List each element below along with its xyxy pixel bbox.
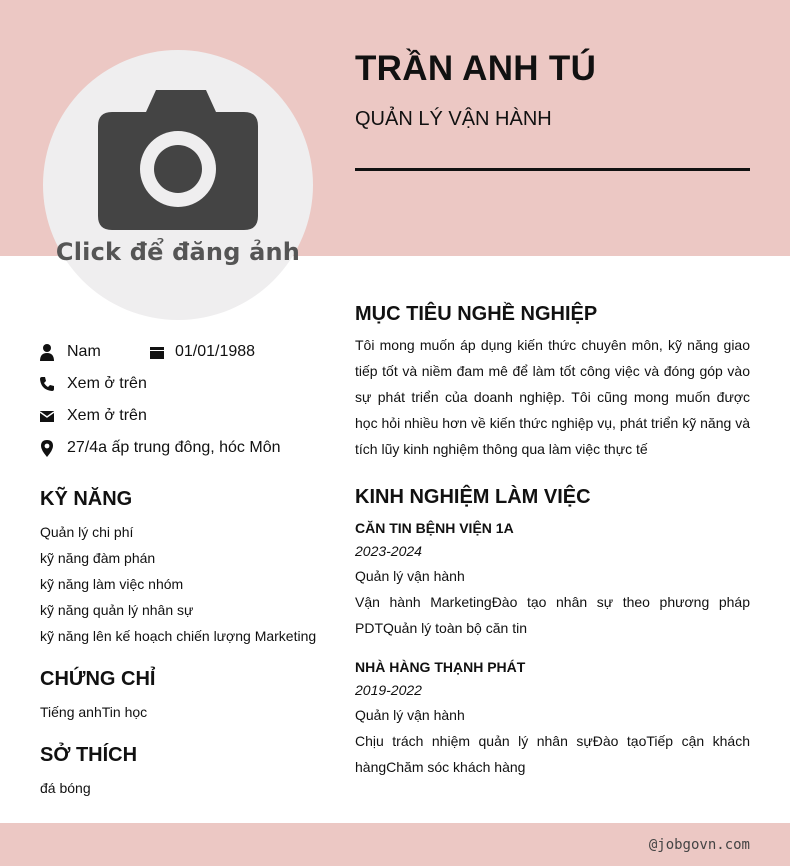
job-role: Quản lý vận hành (355, 568, 465, 584)
skill-item: kỹ năng làm việc nhóm (40, 576, 184, 592)
gender-value: Nam (67, 343, 101, 360)
job-title: QUẢN LÝ VẬN HÀNH (355, 108, 552, 130)
objective-text: Tôi mong muốn áp dụng kiến thức chuyên môn, kỹ năng giao tiếp tốt và niềm đam mê để làm tốt công việc và đóng góp vào sự phát triển của doanh nghiệp. Tôi cũng mong muốn được học hỏi nhiều hơn về kiến thức nghiệp vụ, phát triển kỹ năng và tích lũy kinh nghiệm thông qua làm việc thực tế (355, 337, 750, 457)
footer-brand: @jobgovn.com (648, 837, 750, 853)
gender-row (38, 343, 101, 361)
address-value: 27/4a ấp trung đông, hóc Môn (67, 439, 281, 456)
camera-icon (98, 90, 258, 230)
email-value: Xem ở trên (67, 407, 147, 424)
calendar-icon (148, 343, 166, 361)
job-years: 2023-2024 (355, 543, 422, 559)
hobbies-text: đá bóng (40, 780, 91, 796)
header-divider (355, 168, 750, 171)
person-icon (38, 343, 56, 361)
photo-upload[interactable] (43, 50, 313, 320)
photo-upload-label: Click để đăng ảnh (55, 238, 301, 266)
location-pin-icon (38, 439, 56, 457)
job-role: Quản lý vận hành (355, 707, 465, 723)
skill-item: Quản lý chi phí (40, 524, 134, 540)
hobbies-heading: SỞ THÍCH (40, 744, 138, 766)
dob-value: 01/01/1988 (175, 343, 256, 360)
job-company: NHÀ HÀNG THẠNH PHÁT (355, 659, 526, 675)
job-description: Vận hành MarketingĐào tạo nhân sự theo phương pháp PDTQuản lý toàn bộ căn tin (355, 594, 750, 636)
dob-row (148, 343, 255, 361)
skill-item: kỹ năng đàm phán (40, 550, 156, 566)
envelope-icon (38, 407, 56, 425)
skill-item: kỹ năng quản lý nhân sự (40, 602, 194, 618)
phone-icon (38, 375, 56, 393)
address-row (38, 439, 281, 457)
email-row (38, 407, 147, 425)
skills-heading: KỸ NĂNG (40, 488, 133, 510)
certificates-text: Tiếng anhTin học (40, 704, 148, 720)
phone-value: Xem ở trên (67, 375, 147, 392)
phone-row (38, 375, 147, 393)
job-company: CĂN TIN BỆNH VIỆN 1A (355, 520, 514, 536)
job-years: 2019-2022 (355, 682, 422, 698)
certificates-heading: CHỨNG CHỈ (40, 668, 156, 690)
job-description: Chịu trách nhiệm quản lý nhân sựĐào tạoTiếp cận khách hàngChăm sóc khách hàng (355, 733, 750, 775)
candidate-name: TRẦN ANH TÚ (355, 49, 597, 88)
experience-heading: KINH NGHIỆM LÀM VIỆC (355, 486, 591, 508)
objective-heading: MỤC TIÊU NGHỀ NGHIỆP (355, 303, 598, 325)
skill-item: kỹ năng lên kế hoạch chiến lượng Marketing (40, 628, 317, 644)
